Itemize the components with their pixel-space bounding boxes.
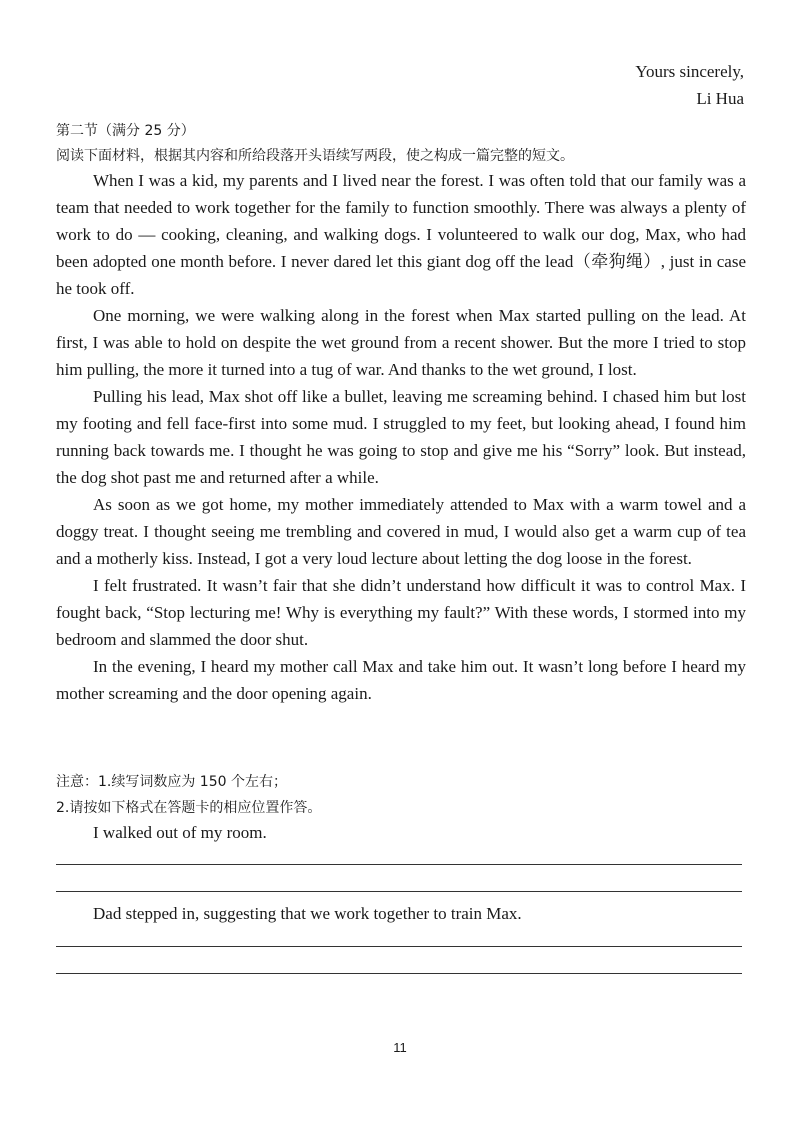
story-paragraph: As soon as we got home, my mother immediately attended to Max with a warm towel and a doggy treat. I thought seeing me trembling and covered in mud, I would also get a warm cup of tea and a motherly kiss. Instead, I got a very loud lecture about letting the dog loose in the forest. [56, 495, 746, 568]
answer-line[interactable] [56, 864, 742, 865]
closing-salutation: Yours sincerely, [635, 62, 744, 81]
notes-block [56, 769, 746, 821]
answer-line[interactable] [56, 973, 742, 974]
instruction-text: 阅读下面材料，根据其内容和所给段落开头语续写两段，使之构成一篇完整的短文。 [56, 148, 574, 164]
answer-line[interactable] [56, 946, 742, 947]
story-paragraph: I felt frustrated. It wasn’t fair that she didn’t understand how difficult it was to control Max. I fought back, “Stop lecturing me! Why is everything my fault?” With these words, I stormed into my bedroom and slammed the door shut. [56, 576, 746, 649]
paragraph-opener-first: I walked out of my room. [93, 823, 267, 842]
note-word-count: 注意：1.续写词数应为 150 个左右； [56, 774, 287, 790]
story-paragraph: When I was a kid, my parents and I lived near the forest. I was often told that our family was a team that needed to work together for the family to function smoothly. There was always a plenty of work to do — cooking, cleaning, and walking dogs. I volunteered to walk our dog, Max, who had been adopted one month before. I never dared let this giant dog off the lead（牵狗绳）, just in case he took off. [56, 171, 746, 298]
closing-signature: Li Hua [696, 89, 744, 108]
section-title: 第二节（满分 25 分） [56, 123, 195, 139]
paragraph-opener-second: Dad stepped in, suggesting that we work together to train Max. [93, 904, 522, 923]
story-paragraph: Pulling his lead, Max shot off like a bullet, leaving me screaming behind. I chased him but lost my footing and fell face-first into some mud. I struggled to my feet, but looking ahead, I found him running back towards me. I thought he was going to stop and give me his “Sorry” look. But instead, the dog shot past me and returned after a while. [56, 387, 746, 487]
note-format: 2.请按如下格式在答题卡的相应位置作答。 [56, 800, 322, 816]
page-number: 11 [393, 1040, 407, 1055]
story-paragraph: One morning, we were walking along in the forest when Max started pulling on the lead. At first, I was able to hold on despite the wet ground from a recent shower. But the more I tried to stop him pulling, the more it turned into a tug of war. And thanks to the wet ground, I lost. [56, 306, 746, 379]
story-paragraph: In the evening, I heard my mother call Max and take him out. It wasn’t long before I heard my mother screaming and the door opening again. [56, 657, 746, 703]
answer-line[interactable] [56, 891, 742, 892]
story-body [56, 167, 746, 707]
